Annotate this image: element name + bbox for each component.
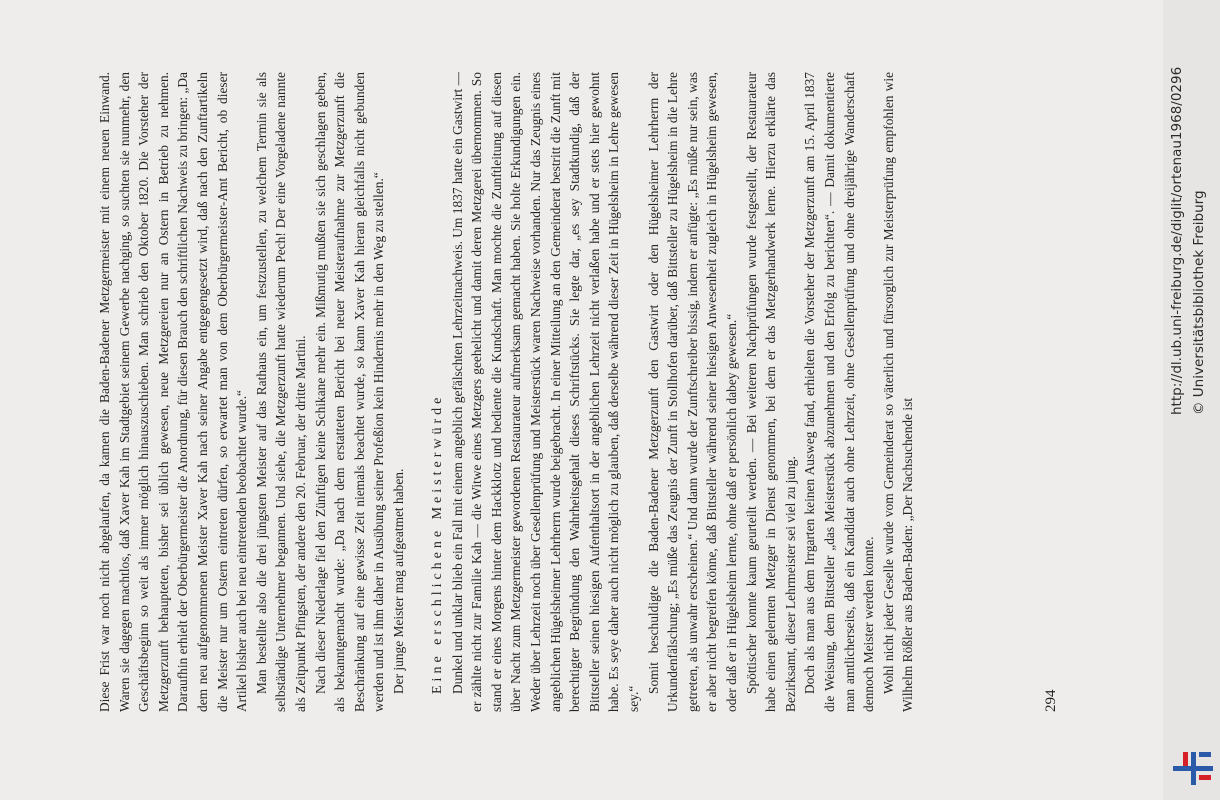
paragraph: Wohl nicht jeder Geselle wurde vom Gemeinderat so väterlich und fürsorglich zur Meisterprüfung empfohlen wie Wilhelm Rößler aus Baden-Baden: „Der Nachsuchende ist [880, 72, 916, 712]
paragraph: Somit beschuldigte die Baden-Badener Metzgerzunft den Gastwirt oder den Hügelsheimer Lehrherrn der Urkundenfälschung; „Es müße das Zeugnis der Zunft in Stollhofen darüber, daß Bittsteller zu Hügelsheim in die Lehre getreten, als unwahr erscheinen.“ Und dann wurde der Zunftschreiber bissig, indem er anfügte: „Es müße nur sein, was er aber nicht begreifen könne, daß Bittsteller während seiner hiesigen Anwesenheit zugleich in Hügelsheim gewesen, oder daß er in Hügelsheim lernte, ohne daß er persönlich dabey gewesen.“ [645, 72, 739, 712]
paragraph: Diese Frist war noch nicht abgelaufen, da kamen die Baden-Badener Metzgermeister mit einem neuen Einwand. Waren sie dagegen machtlos, daß Xaver Kah im Stadtgebiet seinem Gewerbe nachging, so suchten sie nunmehr, den Geschäftsbeginn so weit als immer möglich hinauszuschieben. Man schrieb den Oktober 1820. Die Vorsteher der Metzgerzunft behaupteten, bisher sei üblich gewesen, neue Metzgereien nur an Ostern in Betrieb zu nehmen. Daraufhin erhielt der Oberbürgermeister die Anordnung, für diesen Brauch den schriftlichen Nachweis zu bringen: „Da dem neu aufgenommenen Meister Xaver Kah nach seiner Angabe entgegengesetzt wird, daß nach den Zunftartikeln die Meister nur um Ostern eintreten dürfen, so erwartet man von dem Oberbürgermeister-Amt Bericht, ob dieser Artikel bisher auch bei neu eintretenden beobachtet wurde.“ [97, 72, 250, 712]
paragraph: Dunkel und unklar blieb ein Fall mit einem angeblich gefälschten Lehrzeitnachweis. Um 1837 hatte ein Gastwirt — er zählte nicht zur Familie Kah — die Witwe eines Metzgers geehelicht und damit deren Metzgerei übernommen. So stand er eines Morgens hinter dem Hackklotz und bediente die Kundschaft. Man mochte die Zunftleitung auf diesen über Nacht zum Metzgermeister gewordenen Restaurateur aufmerksam gemacht haben. Sie holte Erkundigungen ein. Weder über Lehrzeit noch über Gesellenprüfung und Meisterstück waren Nachweise vorhanden. Nur das Zeugnis eines angeblichen Hügelsheimer Lehrherrn wurde beigebracht. In einer Mitteilung an den Gemeinderat bestritt die Zunft mit berechtigter Begründung den Wahrheitsgehalt dieses Schriftstücks. Sie legte dar, „es sey Stadtkundig, daß der Bittsteller seinen hiesigen Aufenthaltsort in der angeblichen Lehrzeit nicht verlaßen habe und er stets hier gewohnt habe. Es seye daher auch nicht möglich zu glauben, daß derselbe während dieser Zeit in Hügelsheim in Lehre gewesen sey.“ [449, 72, 642, 712]
body-text [95, 72, 918, 712]
paragraph: Spöttischer konnte kaum geurteilt werden. — Bei weiteren Nachprüfungen wurde festgestellt, der Restaurateur habe einen gelernten Metzger in Dienst genommen, bei dem er das Metzgerhandwerk lerne. Hierzu erklärte das Bezirksamt, dieser Lehrmeister sei viel zu jung. [743, 72, 798, 712]
section-heading: Eine erschlichene Meisterwürde [430, 393, 446, 694]
paragraph: Nach dieser Niederlage fiel den Zünftigen keine Schikane mehr ein. Mißmutig mußten sie sich geschlagen geben, als bekanntgemacht wurde: „Da nach dem erstatteten Bericht bei neuer Meisteraufnahme zur Metzgerzunft die Beschränkung auf eine gewisse Zeit niemals beachtet wurde, so kann Xaver Kah hieran gleichfalls nicht gebunden werden und ist ihm daher in Ausübung seiner Profeßion kein Hindernis mehr in den Weg zu stellen.“ [312, 72, 387, 712]
university-library-logo-icon [1173, 748, 1213, 788]
paragraph: Doch als man aus dem Irrgarten keinen Ausweg fand, erhielten die Vorsteher der Metzgerzunft am 15. April 1837 die Weisung, dem Bittsteller „das Meisterstück abzunehmen und den Erfolg zu berichten“. — Damit dokumentierte man amtlicherseits, daß ein Kandidat auch ohne Lehrzeit, ohne Gesellenprüfung und ohne dreijährige Wanderschaft dennoch Meister werden konnte. [802, 72, 877, 712]
sidebar-rotated [1163, 0, 1220, 800]
library-sidebar [1163, 0, 1220, 800]
paragraph: Der junge Meister mag aufgeatmet haben. [390, 468, 406, 694]
copyright-notice: © Universitätsbibliothek Freiburg [1191, 190, 1207, 415]
paragraph: Man bestellte also die drei jüngsten Meister auf das Rathaus ein, um festzustellen, zu welchem Termin sie als selbständige Unternehmer begannen. Und siehe, die Metzgerzunft hatte wiederum Pech! Der eine Vorgeladene nannte als Zeitpunkt Pfingsten, der andere den 20. Februar, der dritte Martini. [253, 72, 308, 712]
source-url-link[interactable]: http://dl.ub.uni-freiburg.de/diglit/ortenau1968/0296 [1169, 66, 1185, 415]
page-number: 294 [1043, 689, 1059, 712]
